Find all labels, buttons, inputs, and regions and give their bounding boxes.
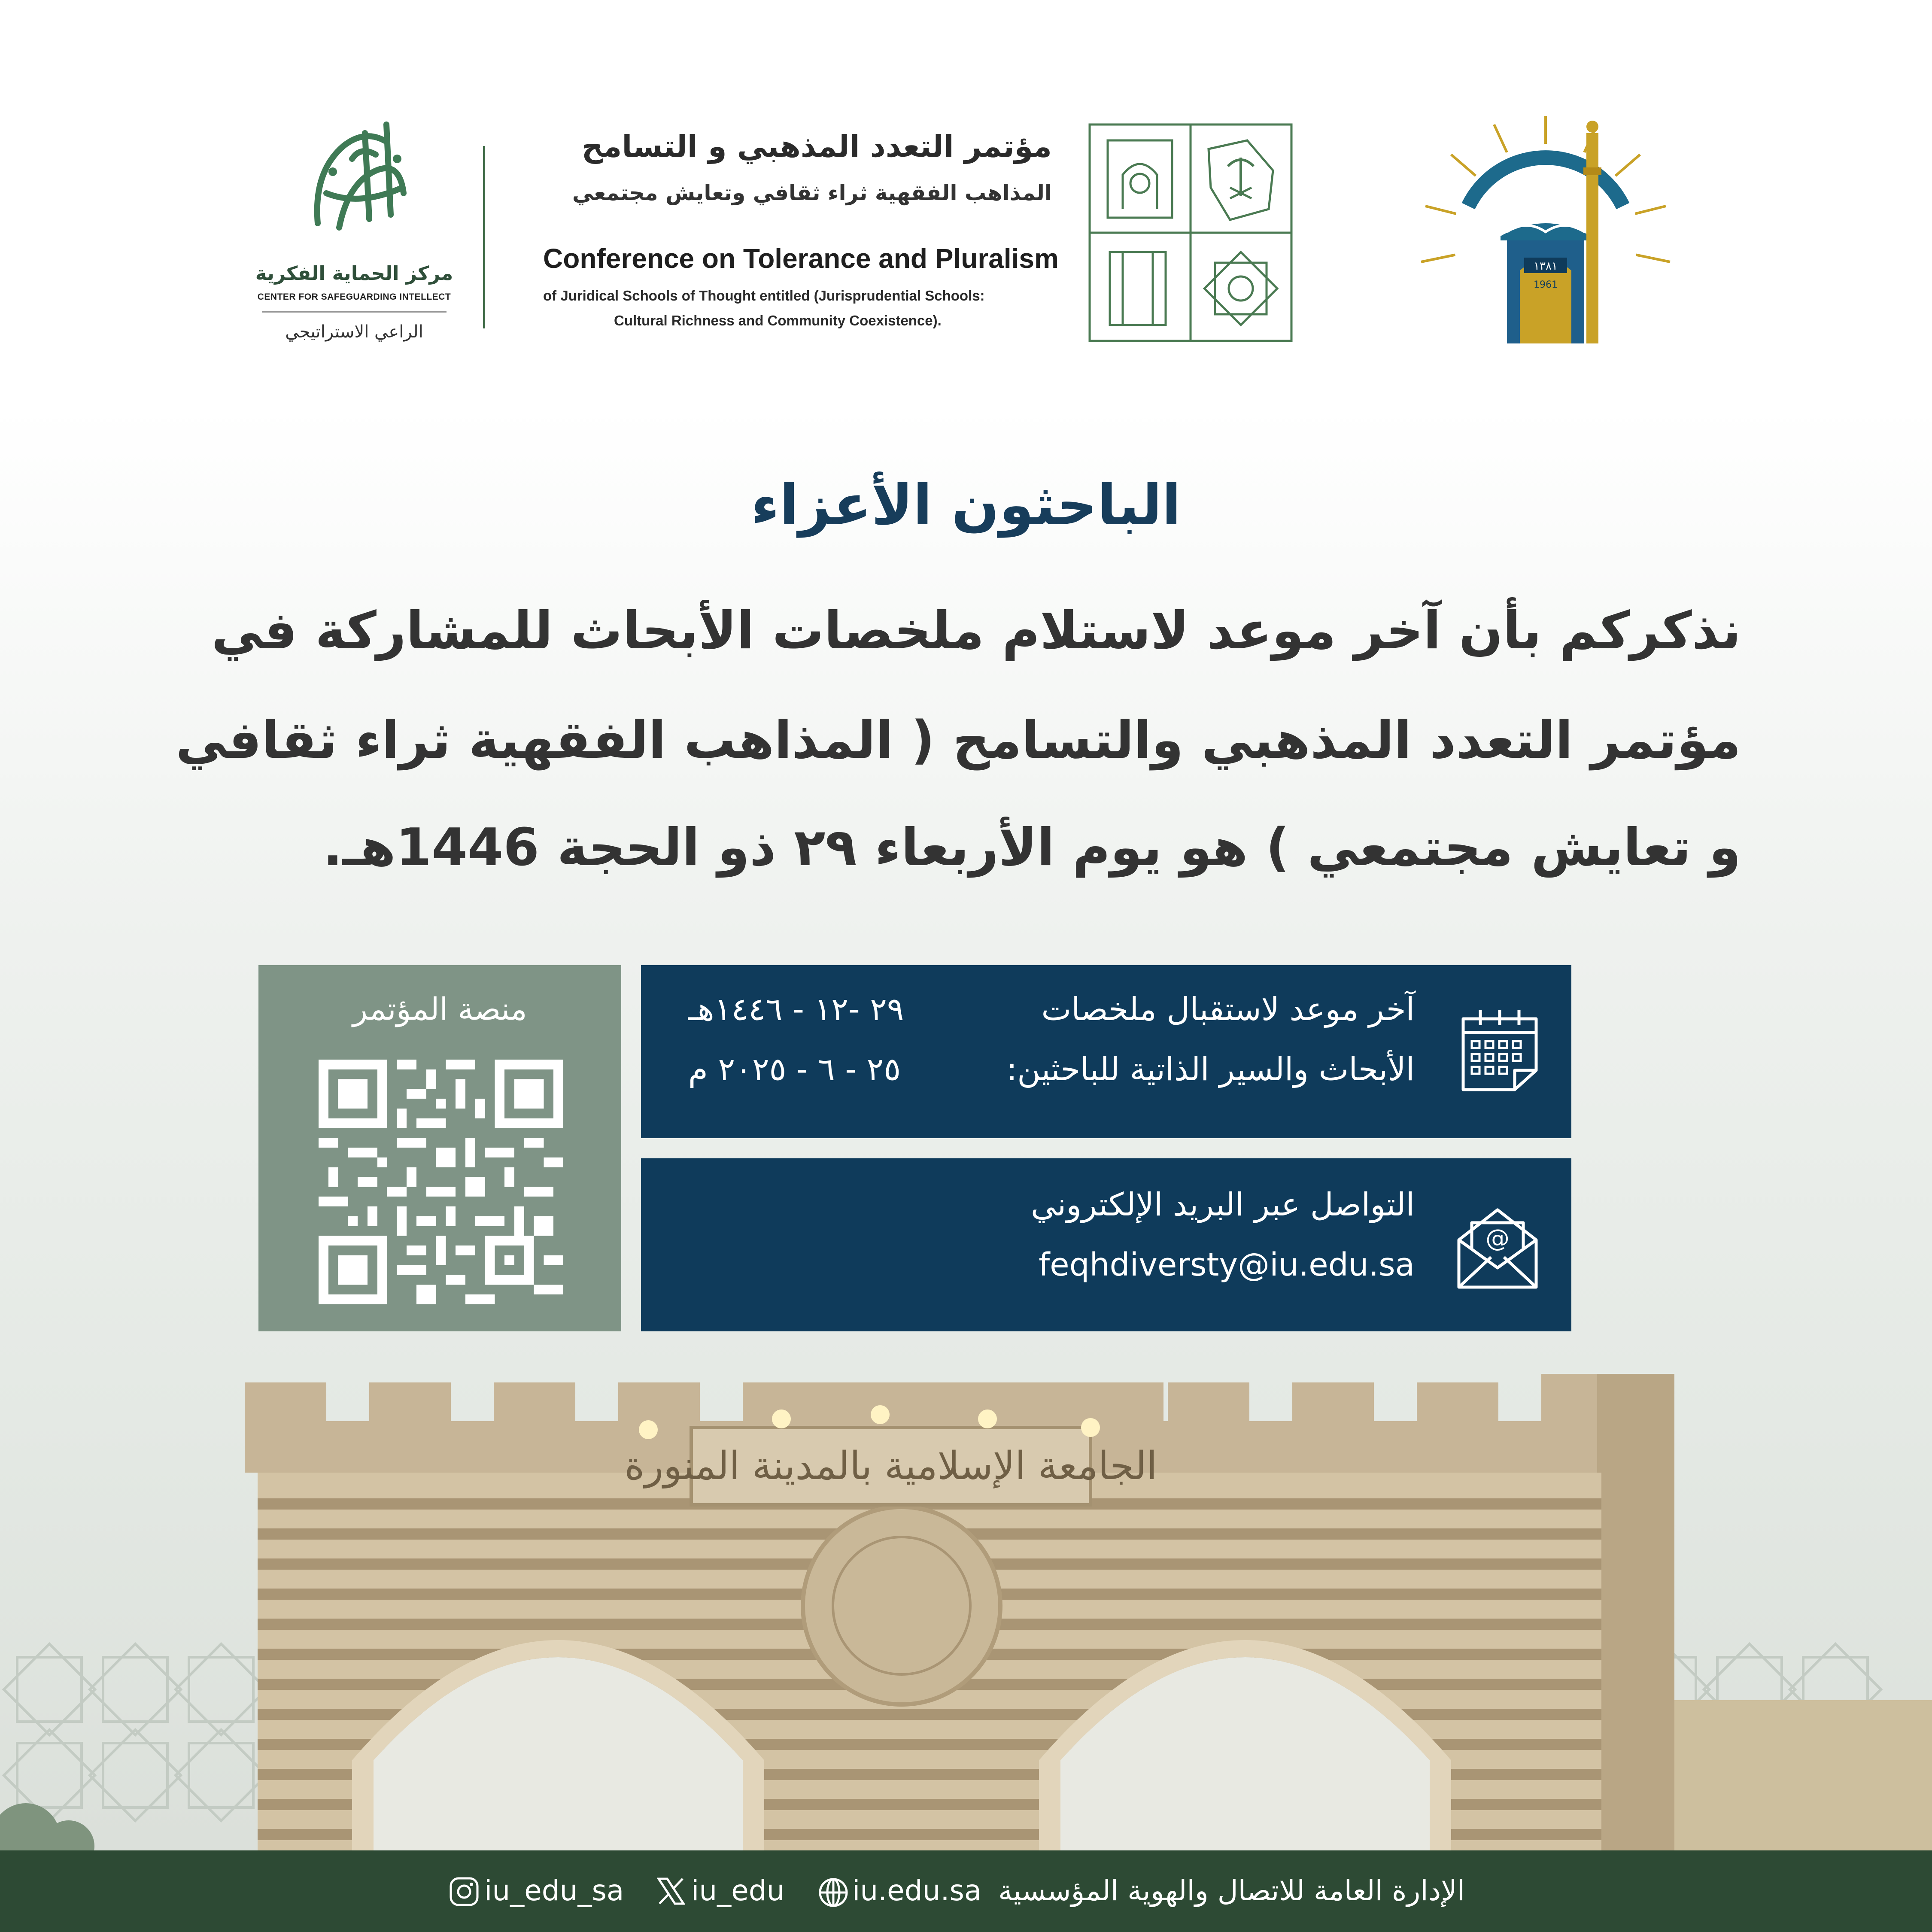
- footer-x-handle-link[interactable]: iu_edu: [691, 1874, 785, 1907]
- svg-text:@: @: [1485, 1224, 1510, 1252]
- email-box: [641, 1158, 1571, 1331]
- instagram-icon: [449, 1876, 480, 1907]
- footer-bar: [0, 1850, 1932, 1932]
- sponsor-calligraphy-logo-icon: [288, 107, 429, 249]
- body-line-1: نذكركم بأن آخر موعد لاستلام ملخصات الأبحاث للمشاركة في: [211, 601, 1741, 661]
- footer-website-link[interactable]: iu.edu.sa: [852, 1874, 982, 1907]
- conference-subtitle-en-line2: Cultural Richness and Community Coexistence).: [614, 313, 942, 328]
- deadline-label-line1: آخر موعد لاستقبال ملخصات: [1041, 991, 1415, 1028]
- iu-logo-year-gregorian: 1961: [1534, 279, 1558, 290]
- sponsor-name-en: CENTER FOR SAFEGUARDING INTELLECT: [257, 292, 451, 302]
- body-line-2: مؤتمر التعدد المذهبي والتسامح ( المذاهب الفقهية ثراء ثقافي: [176, 711, 1741, 770]
- mail-icon: [1455, 1197, 1540, 1291]
- qr-label: منصة المؤتمر: [352, 991, 527, 1027]
- x-logo-icon: [657, 1877, 685, 1905]
- iu-logo-icon: [1417, 107, 1674, 348]
- calendar-icon: [1459, 1006, 1540, 1092]
- conference-emblem-icon: [1088, 123, 1293, 342]
- email-label: التواصل عبر البريد الإلكتروني: [1030, 1186, 1415, 1223]
- conference-subtitle-ar: المذاهب الفقهية ثراء ثقافي وتعايش مجتمعي: [572, 180, 1052, 205]
- footer-department: الإدارة العامة للاتصال والهوية المؤسسية: [998, 1874, 1465, 1907]
- gate-inscription: الجامعة الإسلامية بالمدينة المنورة: [624, 1443, 1157, 1488]
- sponsor-name-ar: مركز الحماية الفكرية: [255, 262, 453, 285]
- footer-instagram-link[interactable]: iu_edu_sa: [484, 1874, 624, 1907]
- conference-title-en: Conference on Tolerance and Pluralism: [543, 243, 1059, 274]
- iu-logo-year-hijri: ١٣٨١: [1534, 260, 1558, 273]
- deadline-date-gregorian: ٢٥ - ٦ - ٢٠٢٥ م: [688, 1051, 901, 1088]
- deadline-label-line2: الأبحاث والسير الذاتية للباحثين:: [1006, 1051, 1415, 1088]
- conference-platform-panel: [258, 965, 621, 1331]
- header-divider: [483, 146, 485, 328]
- greeting-heading: الباحثون الأعزاء: [751, 472, 1181, 538]
- university-gate-image: [0, 1374, 1932, 1850]
- qr-code-icon[interactable]: [319, 1060, 563, 1304]
- sponsor-role: الراعي الاستراتيجي: [285, 322, 423, 342]
- deadline-box: [641, 965, 1571, 1138]
- conference-subtitle-en-line1: of Juridical Schools of Thought entitled (Jurisprudential Schools:: [543, 288, 985, 304]
- conference-title-ar: مؤتمر التعدد المذهبي و التسامح: [581, 129, 1052, 164]
- deadline-date-hijri: ٢٩ -١٢ - ١٤٤٦هـ: [688, 991, 904, 1028]
- sponsor-divider: [262, 311, 447, 313]
- email-address-link[interactable]: feqhdiversty@iu.edu.sa: [1039, 1246, 1415, 1283]
- globe-icon: [818, 1877, 849, 1908]
- body-line-3: و تعايش مجتمعي ) هو يوم الأربعاء ٢٩ ذو الحجة 1446هـ.: [323, 818, 1741, 878]
